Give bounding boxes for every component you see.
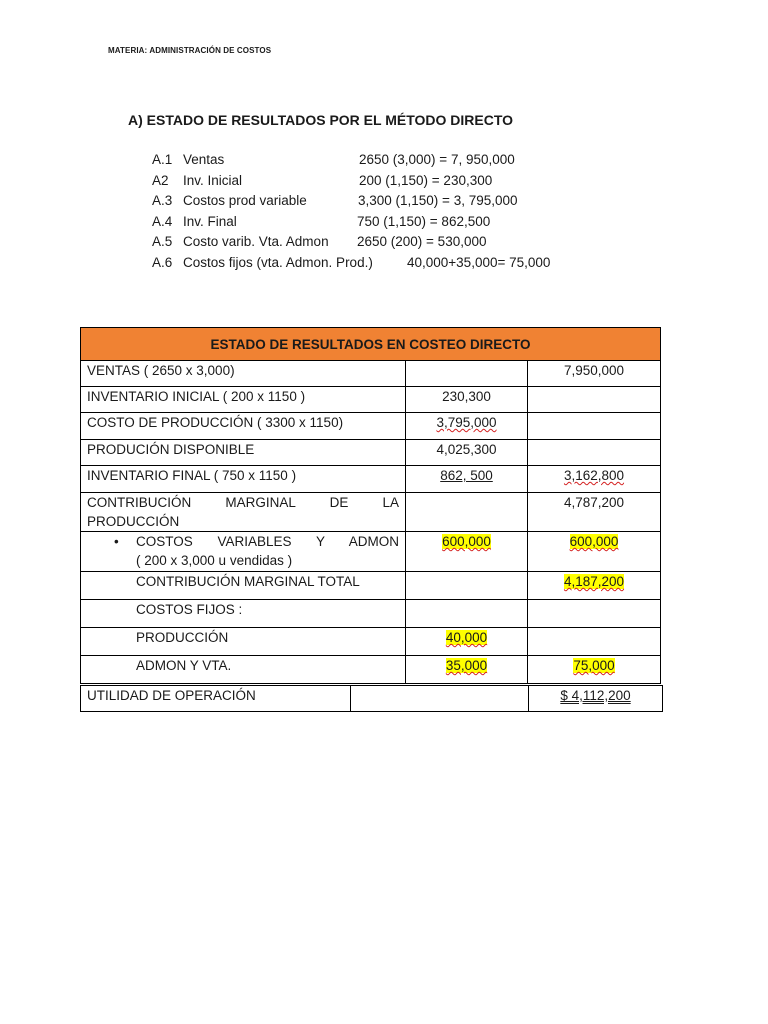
row-col2 (528, 628, 661, 656)
calc-formula: 2650 (3,000) = 7, 950,000 (359, 152, 515, 167)
calc-label: Ventas (183, 152, 225, 167)
table-row-contribucion-total (81, 572, 661, 600)
calc-formula: 2650 (200) = 530,000 (357, 234, 487, 250)
row-col1 (406, 493, 528, 532)
value-text: 862, 500 (440, 468, 493, 483)
row-label-line: ( 200 x 3,000 u vendidas ) (136, 553, 293, 568)
table-row-produccion-disponible (81, 440, 661, 466)
row-col1: 230,300 (406, 387, 528, 413)
bullet-icon: • (114, 534, 119, 549)
row-label: INVENTARIO INICIAL ( 200 x 1150 ) (81, 387, 406, 413)
table-row-utilidad (81, 686, 663, 712)
row-col2 (528, 413, 661, 440)
row-label: PRODUCIÓN DISPONIBLE (81, 440, 406, 466)
table-row-admon-vta (81, 656, 661, 684)
table-row-costos-variables (81, 532, 661, 572)
calc-formula: 40,000+35,000= 75,000 (407, 254, 551, 270)
table-row-costo-produccion (81, 413, 661, 440)
row-label-line: PRODUCCIÓN (87, 514, 180, 529)
calc-code: A.3 (152, 193, 173, 209)
row-label: CONTRIBUCIÓN MARGINAL TOTAL (81, 572, 406, 600)
row-col2 (528, 440, 661, 466)
highlighted-value: 40,000 (445, 630, 488, 645)
calc-label: Costos fijos (vta. Admon. Prod.) (183, 254, 373, 270)
row-col1 (406, 413, 528, 440)
row-label (81, 532, 406, 572)
row-col2 (528, 572, 661, 600)
row-col2 (528, 656, 661, 684)
row-label (81, 493, 406, 532)
highlighted-value: 600,000 (442, 534, 491, 549)
row-label-line: CONTRIBUCIÓN MARGINAL DE LA (87, 495, 399, 510)
row-col2 (528, 600, 661, 628)
calc-label: Costo varib. Vta. Admon (183, 234, 329, 250)
value-text: 3,162,800 (563, 468, 625, 483)
calc-code: A.4 (152, 213, 173, 229)
row-col2: 7,950,000 (528, 361, 661, 387)
calc-code: A.6 (152, 254, 173, 270)
row-col2: 4,787,200 (528, 493, 661, 532)
row-col2 (528, 387, 661, 413)
row-col1 (406, 656, 528, 684)
row-col2 (528, 532, 661, 572)
table-title: ESTADO DE RESULTADOS EN COSTEO DIRECTO (81, 328, 661, 361)
document-subject-header: MATERIA: ADMINISTRACIÓN DE COSTOS (108, 46, 272, 55)
calc-code: A.5 (152, 234, 173, 250)
calc-code: A.1 (152, 152, 173, 167)
row-col1 (406, 361, 528, 387)
operating-income-table (80, 685, 663, 712)
section-title: A) ESTADO DE RESULTADOS POR EL MÉTODO DIRECTO (128, 112, 514, 128)
highlighted-value: 35,000 (445, 658, 488, 673)
table-title-row (81, 328, 661, 361)
calc-formula: 750 (1,150) = 862,500 (357, 213, 491, 229)
row-label: COSTO DE PRODUCCIÓN ( 3300 x 1150) (81, 413, 406, 440)
value-text: 3,795,000 (436, 415, 497, 430)
calc-label: Inv. Inicial (183, 172, 243, 188)
row-col2 (528, 466, 661, 493)
calc-label: Costos prod variable (183, 193, 307, 209)
total-value: $ 4,112,200 (560, 688, 631, 703)
row-col1 (406, 466, 528, 493)
table-row-inv-inicial (81, 387, 661, 413)
row-label: PRODUCCIÓN (81, 628, 406, 656)
highlighted-value: 75,000 (573, 658, 615, 673)
row-col1 (351, 686, 529, 712)
row-label: ADMON Y VTA. (81, 656, 406, 684)
highlighted-value: 600,000 (569, 534, 619, 549)
row-col1 (406, 532, 528, 572)
row-col1 (406, 600, 528, 628)
row-label: COSTOS FIJOS : (81, 600, 406, 628)
table-row-ventas (81, 361, 661, 387)
row-label-line: COSTOS VARIABLES Y ADMON (136, 534, 399, 549)
income-statement-table (80, 327, 661, 684)
row-label: INVENTARIO FINAL ( 750 x 1150 ) (81, 466, 406, 493)
table-row-costos-fijos (81, 600, 661, 628)
highlighted-value: 4,187,200 (563, 574, 625, 589)
row-col1 (406, 628, 528, 656)
calc-formula: 3,300 (1,150) = 3, 795,000 (358, 193, 518, 209)
calc-formula: 200 (1,150) = 230,300 (359, 172, 493, 188)
table-row-contribucion-produccion (81, 493, 661, 532)
row-col1 (406, 572, 528, 600)
row-label: UTILIDAD DE OPERACIÓN (81, 686, 351, 712)
row-col2 (529, 686, 663, 712)
row-label: VENTAS ( 2650 x 3,000) (81, 361, 406, 387)
row-col1: 4,025,300 (406, 440, 528, 466)
table-row-inv-final (81, 466, 661, 493)
calc-label: Inv. Final (183, 213, 237, 229)
calc-code: A2 (152, 172, 169, 188)
table-row-produccion (81, 628, 661, 656)
